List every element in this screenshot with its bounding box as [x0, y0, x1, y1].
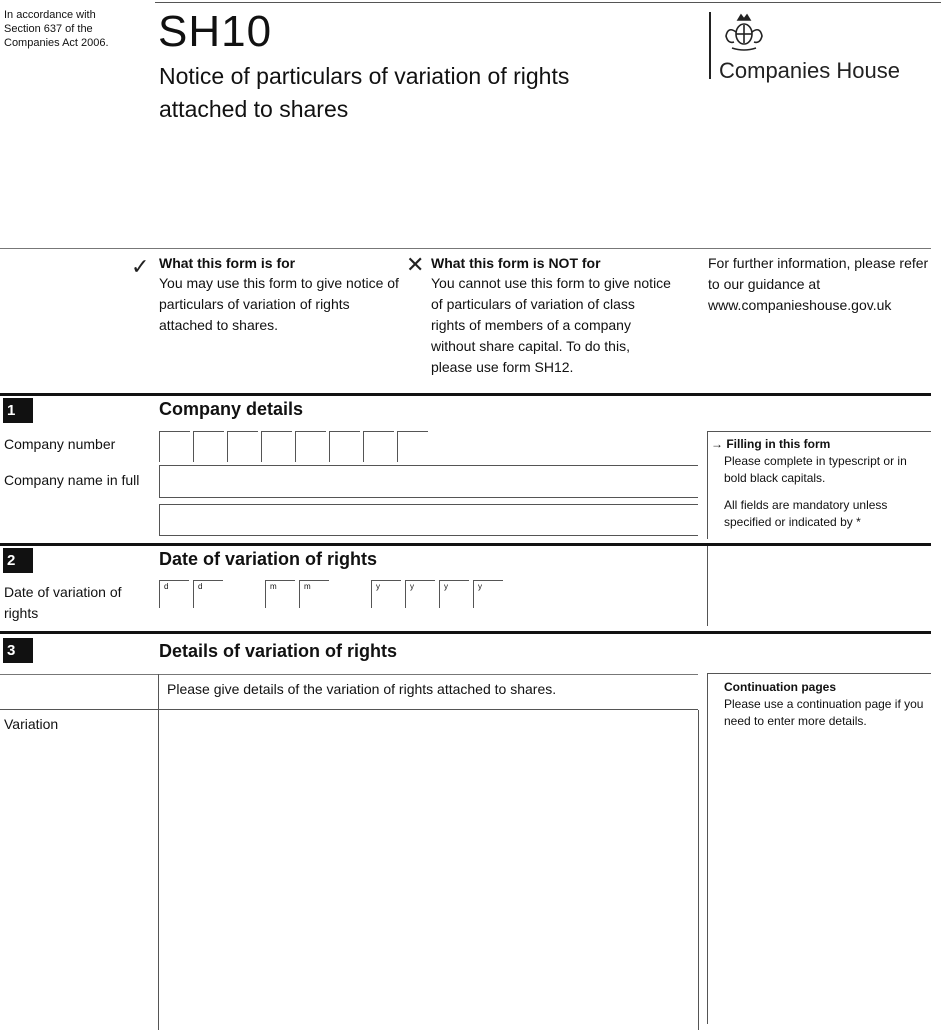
date-cell: y — [371, 580, 401, 608]
for-heading: What this form is for — [159, 255, 296, 271]
filling-form-note — [711, 436, 926, 531]
date-cell: y — [405, 580, 435, 608]
logo-text: Companies House — [719, 58, 900, 83]
cross-icon: ✕ — [406, 252, 425, 277]
company-name-input-line1[interactable] — [159, 466, 698, 498]
company-number-label: Company number — [4, 436, 116, 452]
section-3-number: 3 — [3, 638, 33, 663]
checkmark-icon: ✓ — [131, 254, 150, 279]
arrow-right-icon: → — [711, 437, 727, 451]
section-2-title: Date of variation of rights — [159, 549, 378, 569]
filling-heading: Filling in this form — [726, 437, 831, 451]
variation-label: Variation — [4, 716, 59, 732]
date-cell: y — [473, 580, 503, 608]
section-3-title: Details of variation of rights — [159, 641, 398, 661]
accordance-note: In accordance with Section 637 of the Companies Act 2006. — [4, 9, 109, 49]
section-1-number: 1 — [3, 398, 33, 423]
variation-instruction: Please give details of the variation of rights attached to shares. — [167, 681, 557, 697]
filling-text: Please complete in typescript or in bold black capitals. — [724, 454, 907, 485]
continuation-note — [724, 679, 929, 730]
continuation-text: Please use a continuation page if you need to enter more details. — [724, 697, 924, 728]
not-text: You cannot use this form to give notice of particulars of variation of class rights of members of a company without share capital. To do this, please use form SH12. — [431, 275, 671, 375]
mandatory-text: All fields are mandatory unless specified or indicated by * — [724, 498, 888, 529]
date-cell: d — [193, 580, 223, 608]
company-name-label: Company name in full — [4, 472, 140, 488]
variation-textarea[interactable] — [158, 710, 699, 1030]
not-heading: What this form is NOT for — [431, 255, 601, 271]
date-cell: m — [299, 580, 329, 608]
date-of-variation-input[interactable] — [159, 580, 504, 612]
form-code: SH10 — [158, 7, 273, 56]
what-form-is-for — [159, 253, 404, 336]
section-2-number: 2 — [3, 548, 33, 573]
date-label: Date of variation of rights — [4, 584, 122, 621]
continuation-heading: Continuation pages — [724, 680, 836, 694]
company-number-input[interactable] — [159, 431, 427, 463]
date-cell: m — [265, 580, 295, 608]
form-title: Notice of particulars of variation of rights attached to shares — [159, 63, 570, 122]
company-name-input-line2[interactable] — [159, 504, 698, 536]
further-info: For further information, please refer to our guidance at www.companieshouse.gov.uk — [708, 255, 929, 313]
date-cell: y — [439, 580, 469, 608]
date-cell: d — [159, 580, 189, 608]
logo-divider — [709, 12, 711, 79]
for-text: You may use this form to give notice of particulars of variation of rights attached to shares. — [159, 275, 399, 333]
what-form-is-not-for — [431, 253, 671, 378]
section-1-title: Company details — [159, 399, 304, 419]
royal-crest-icon — [720, 12, 768, 52]
